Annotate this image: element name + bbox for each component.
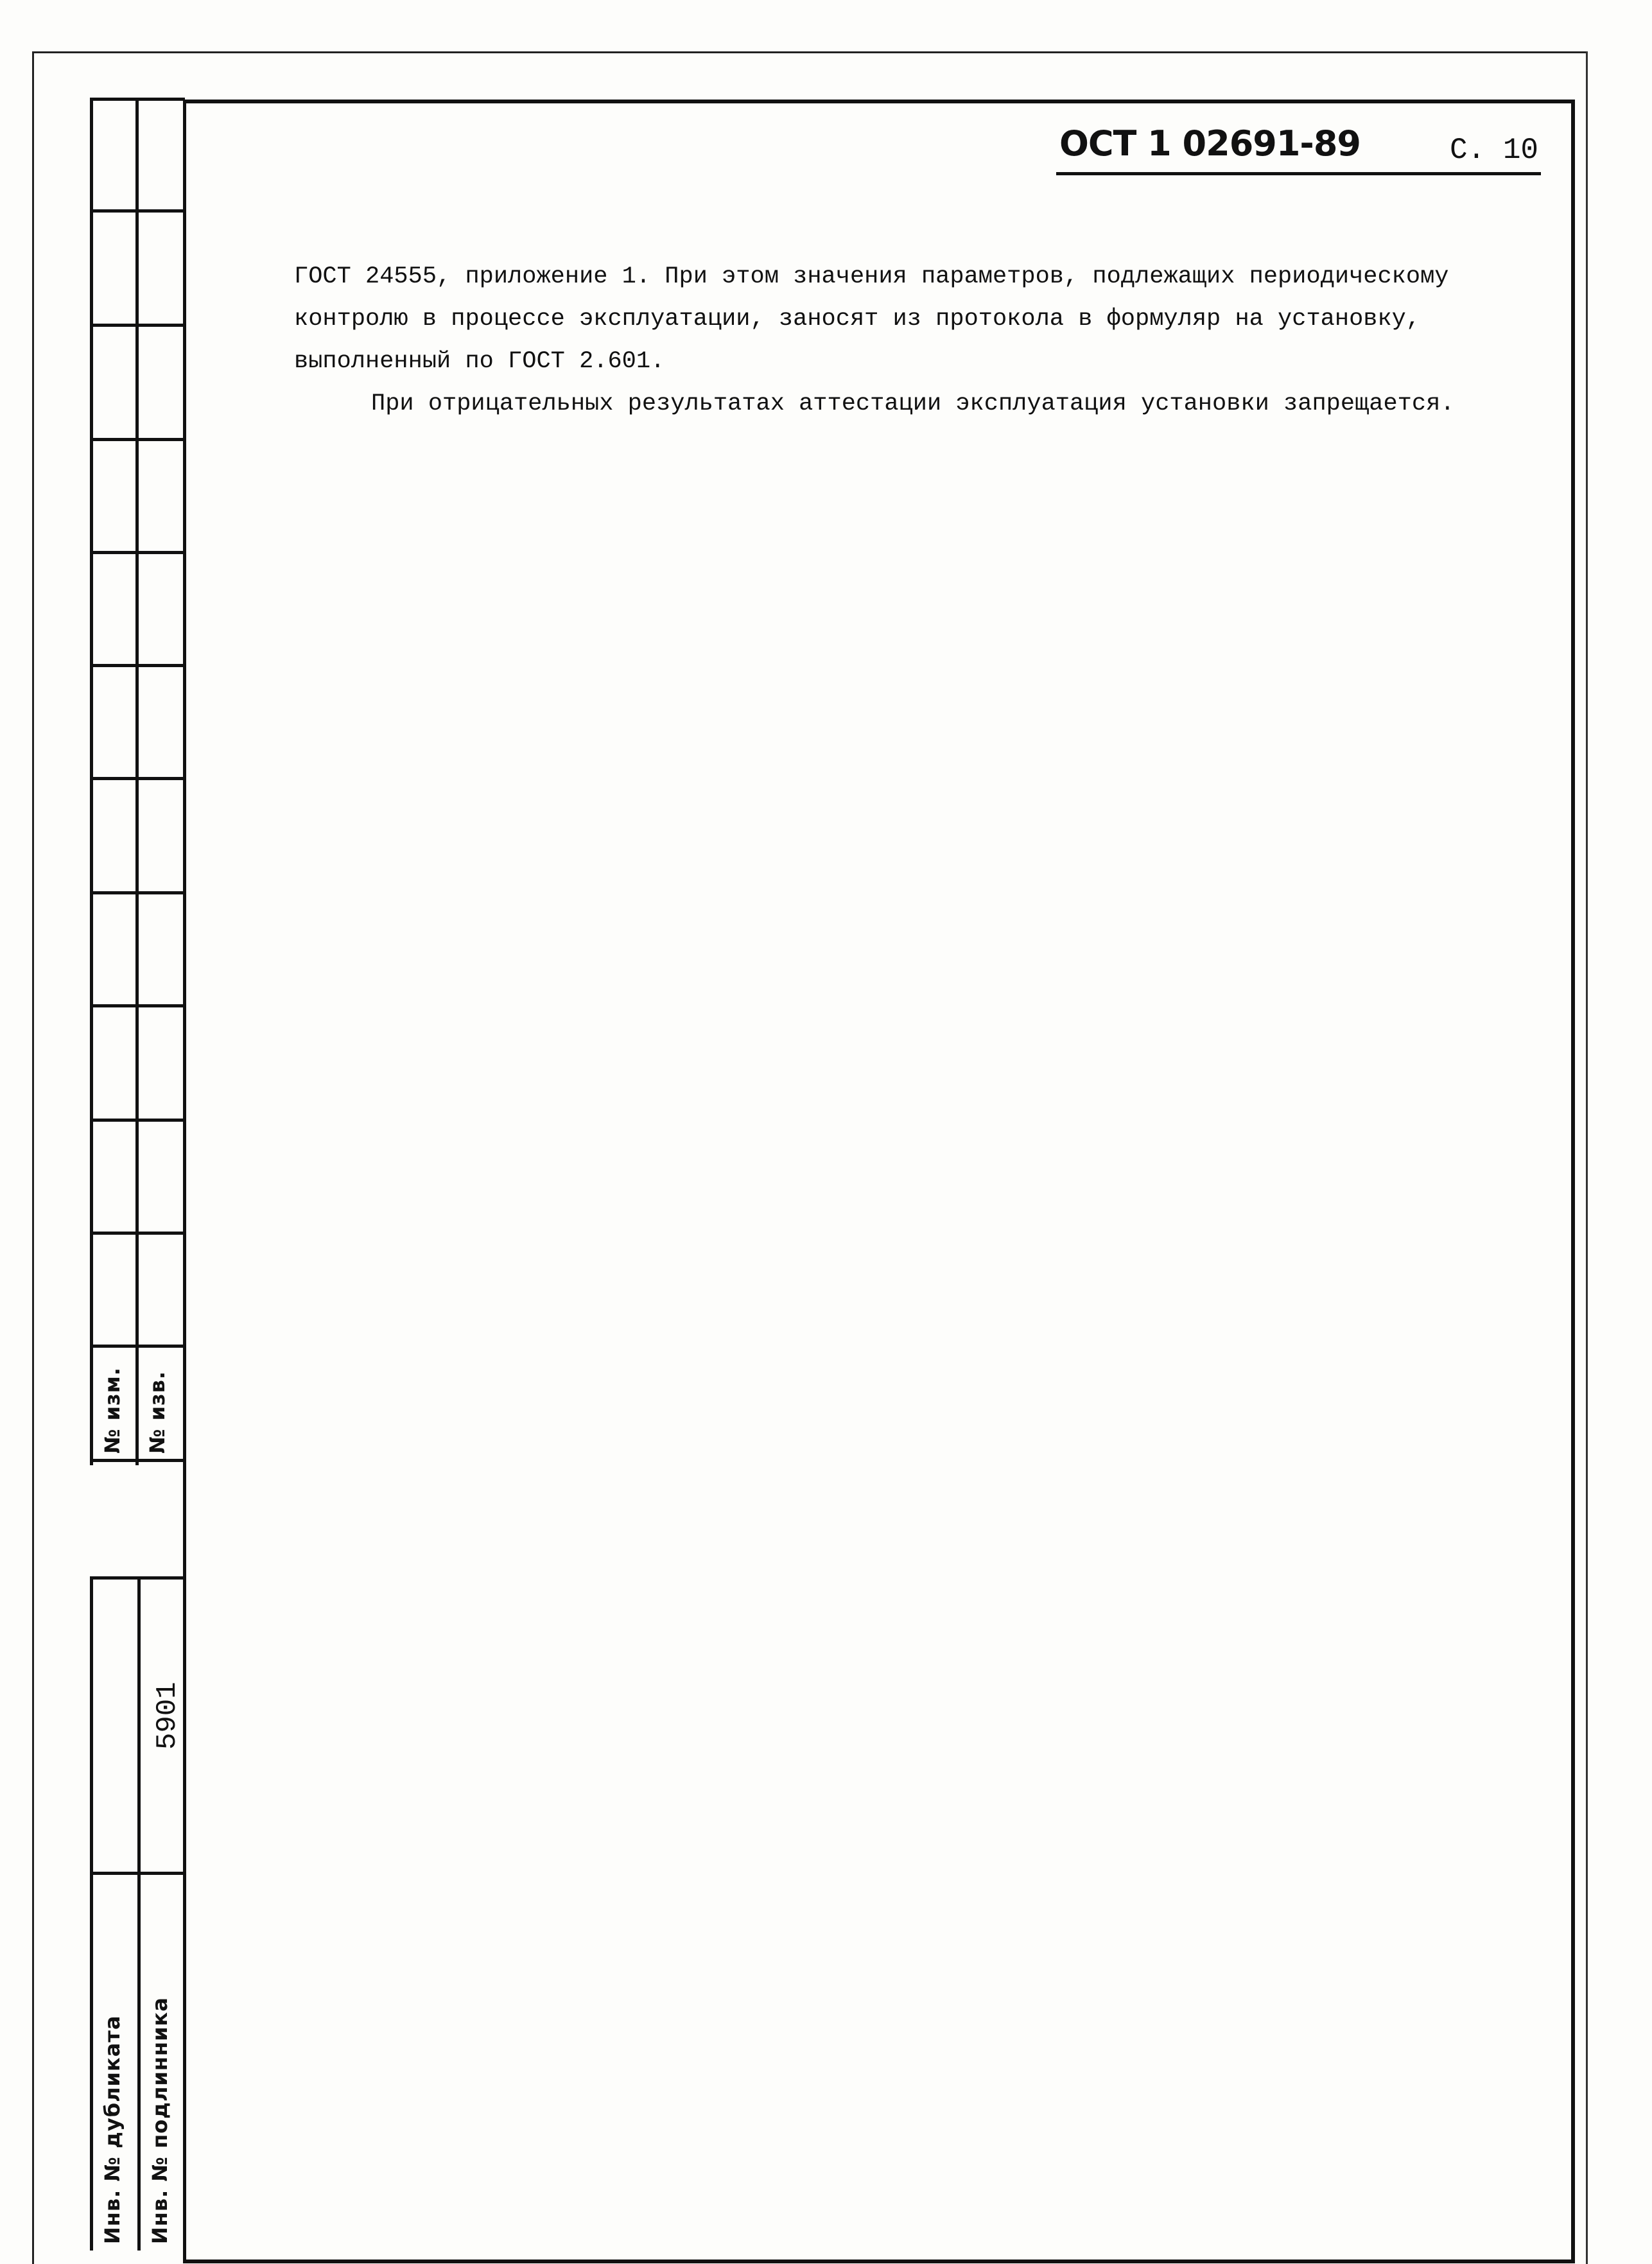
stamp-row-line: [90, 1232, 185, 1235]
inventory-stamp: [90, 1576, 185, 2251]
duplicate-inventory-label: Инв. № дубликата: [100, 2015, 125, 2244]
document-code: ОСТ 1 02691-89: [1059, 123, 1361, 164]
original-inventory-label: Инв. № подлинника: [148, 1997, 172, 2244]
stamp-row-line: [90, 1459, 185, 1462]
stamp-row-line: [90, 1345, 185, 1348]
header-underline: [1056, 172, 1541, 175]
original-inventory-number: 5901: [152, 1682, 184, 1750]
stamp-row-line: [90, 1004, 185, 1007]
stamp-row-line: [90, 209, 185, 213]
change-record-stamp: [90, 98, 185, 1465]
stamp-row-line: [90, 1119, 185, 1122]
stamp-row-line: [90, 1576, 185, 1580]
change-number-label: № изм.: [100, 1367, 125, 1454]
stamp-row-line: [90, 1872, 185, 1875]
stamp-row-line: [90, 98, 185, 101]
stamp-divider: [137, 1576, 141, 2251]
scan-frame-left: [32, 51, 34, 2264]
stamp-row-line: [90, 777, 185, 780]
page-number: С. 10: [1450, 134, 1539, 167]
stamp-row-line: [90, 891, 185, 894]
stamp-row-line: [90, 324, 185, 327]
notice-number-label: № изв.: [145, 1370, 170, 1454]
paragraph-continuation: ГОСТ 24555, приложение 1. При этом значения параметров, подлежащих периодическому контролю в процессе эксплуатации, заносят из протокола в формуляр на установку, выполненный по ГОСТ 2.601.: [294, 263, 1449, 375]
page-body: [294, 256, 1482, 425]
stamp-row-line: [90, 664, 185, 667]
paragraph-prohibition: При отрицательных результатах аттестации эксплуатация установки запрещается.: [371, 390, 1455, 417]
stamp-row-line: [90, 438, 185, 441]
stamp-border-left: [90, 98, 93, 1465]
stamp-border-left: [90, 1576, 93, 2251]
stamp-row-line: [90, 551, 185, 554]
stamp-divider: [135, 98, 139, 1465]
scan-frame-right: [1586, 51, 1588, 2264]
scan-frame-top: [32, 51, 1586, 53]
